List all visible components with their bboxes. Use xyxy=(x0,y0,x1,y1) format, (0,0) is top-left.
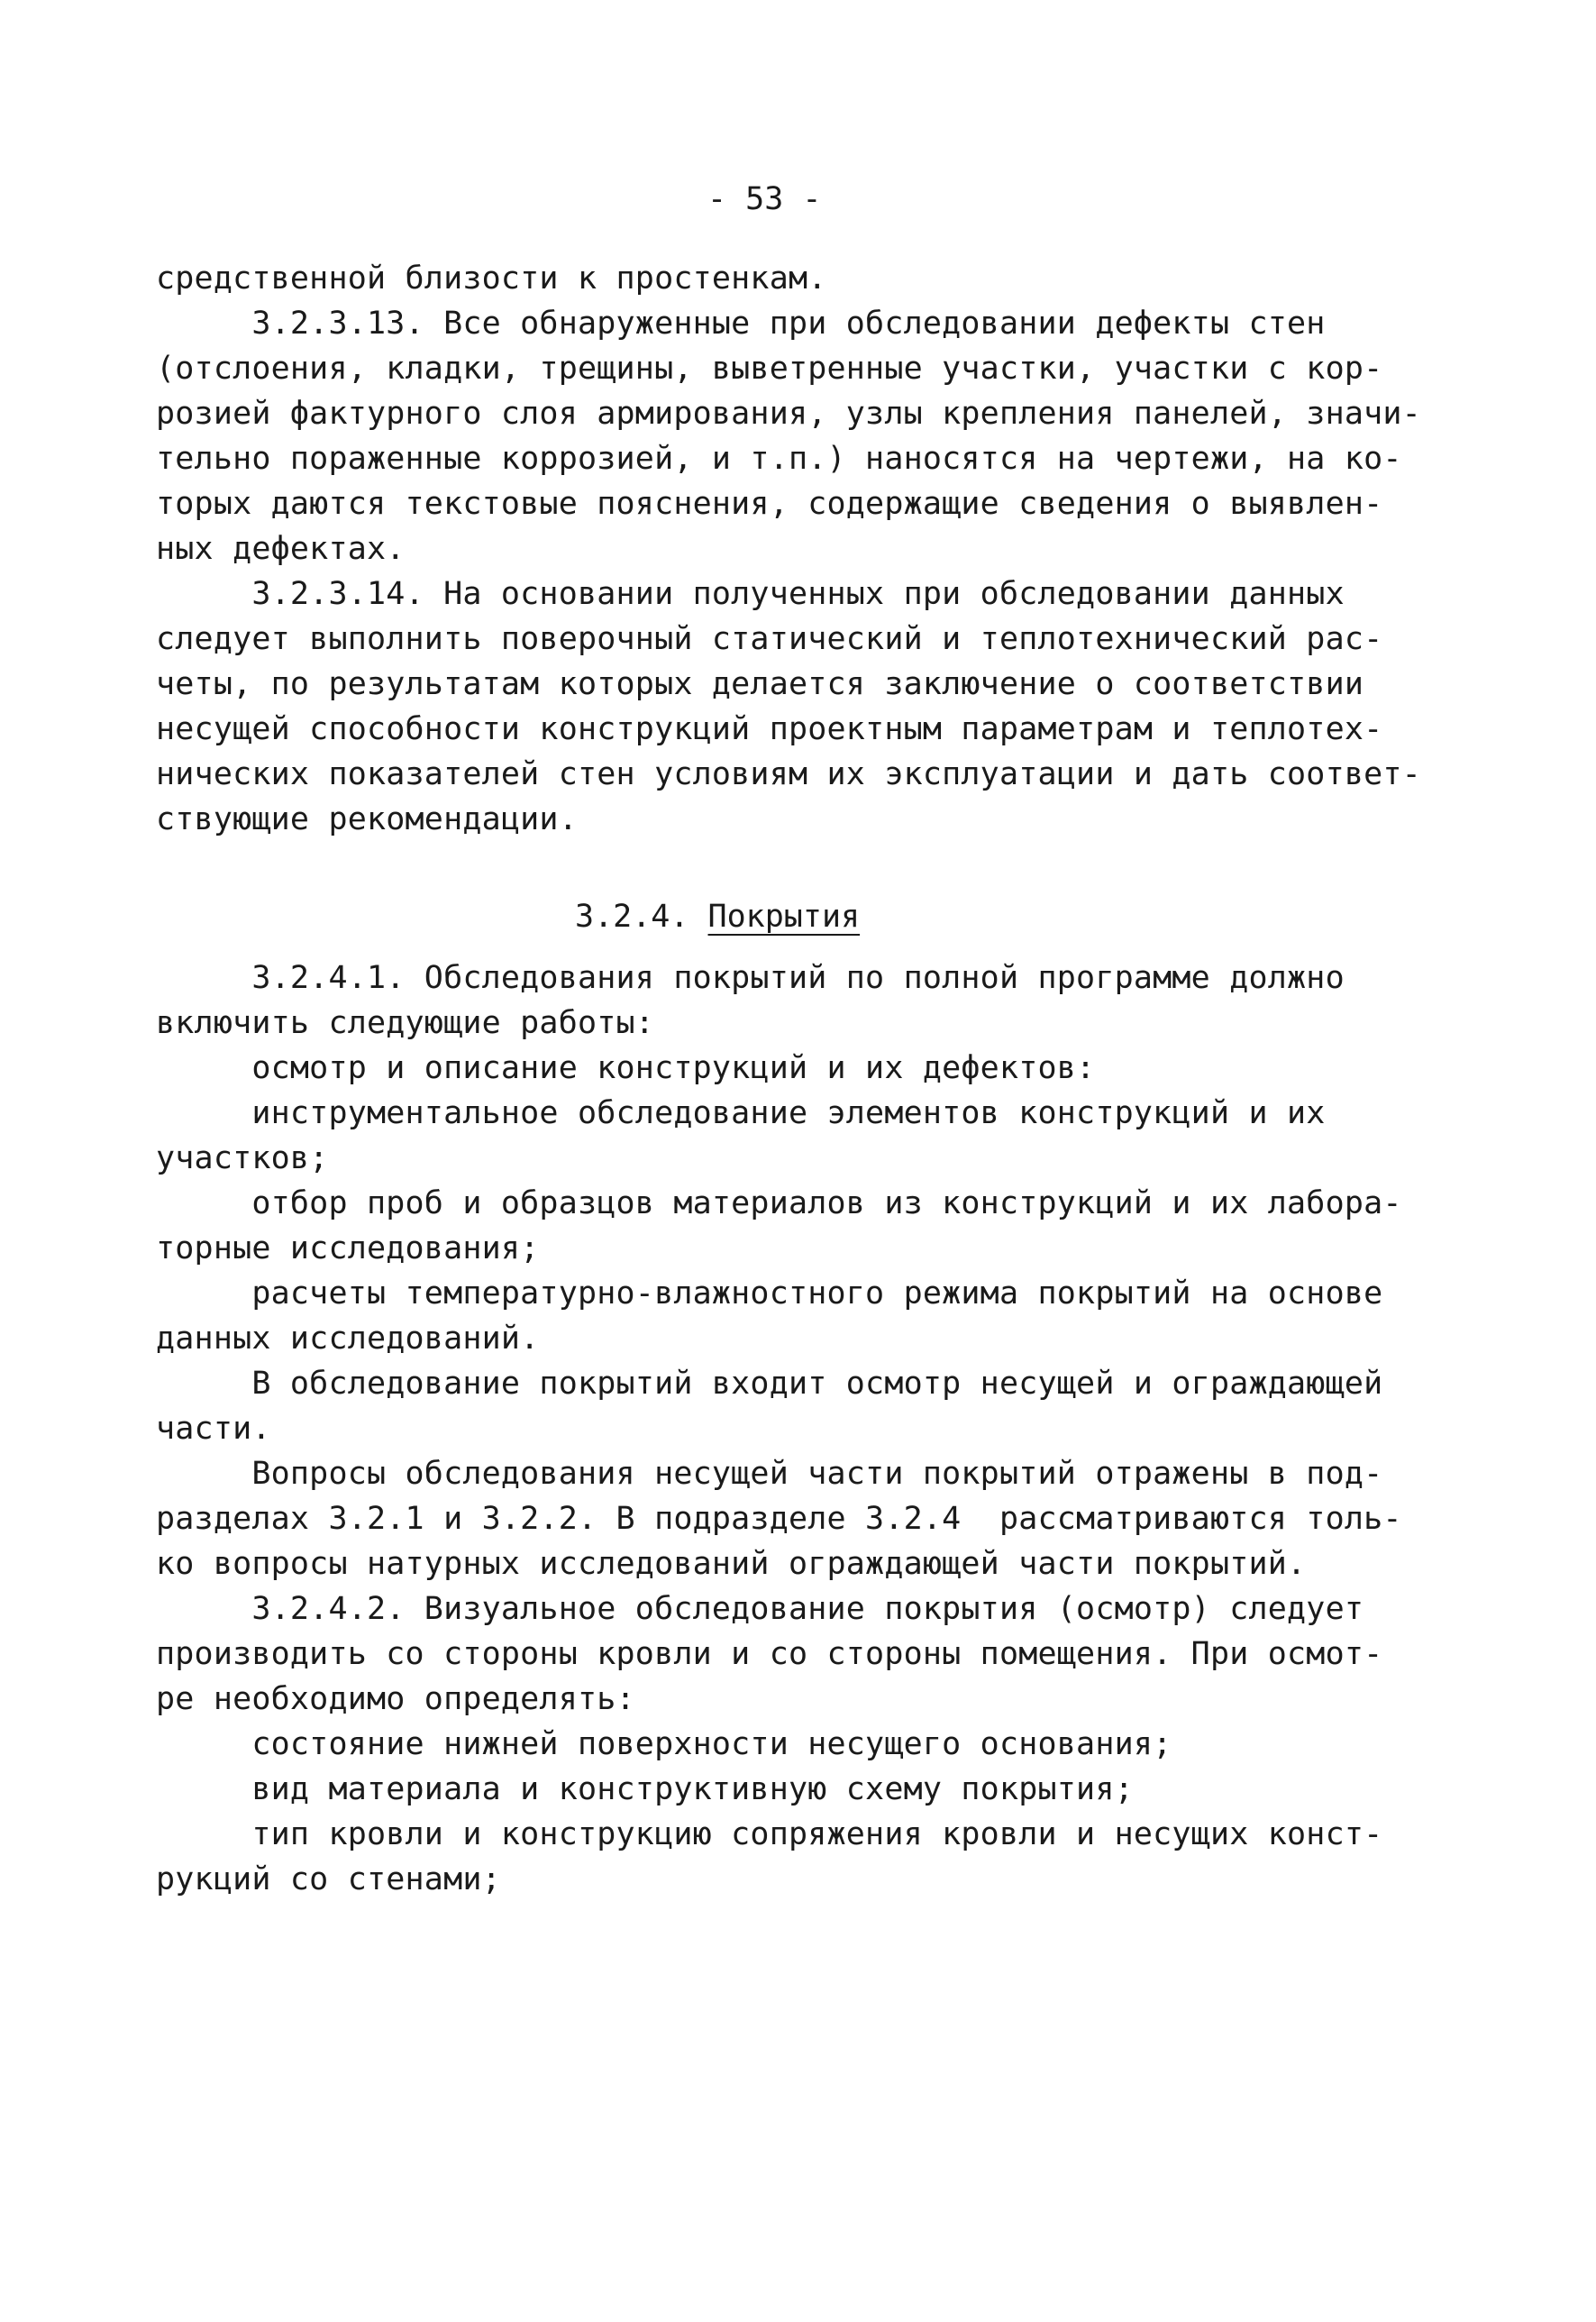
text-line: вид материала и конструктивную схему покрытия; xyxy=(156,1771,1134,1807)
text-line: производить со стороны кровли и со стороны помещения. При осмот- xyxy=(156,1636,1383,1672)
page-number: - 53 - xyxy=(707,181,822,217)
text-line: разделах 3.2.1 и 3.2.2. В подразделе 3.2.4 рассматриваются толь- xyxy=(156,1501,1402,1537)
text-line: 3.2.3.14. На основании полученных при обследовании данных xyxy=(156,576,1345,612)
text-line: расчеты температурно-влажностного режима покрытий на основе xyxy=(156,1275,1383,1312)
section-title: Покрытия xyxy=(707,899,861,935)
text-line: ствующие рекомендации. xyxy=(156,801,578,837)
section-number: 3.2.4. xyxy=(575,899,689,935)
text-line: ных дефектах. xyxy=(156,531,406,567)
text-line: следует выполнить поверочный статический и теплотехнический рас- xyxy=(156,621,1383,657)
text-line: данных исследований. xyxy=(156,1321,540,1357)
text-line: участков; xyxy=(156,1140,329,1176)
text-line: рукций со стенами; xyxy=(156,1861,501,1897)
text-line: осмотр и описание конструкций и их дефектов: xyxy=(156,1050,1096,1086)
text-line: торные исследования; xyxy=(156,1230,540,1266)
text-line: включить следующие работы: xyxy=(156,1005,655,1041)
text-line: торых даются текстовые пояснения, содержащие сведения о выявлен- xyxy=(156,486,1383,522)
text-line: четы, по результатам которых делается заключение о соответствии xyxy=(156,666,1364,702)
text-line: средственной близости к простенкам. xyxy=(156,261,827,297)
text-line: ко вопросы натурных исследований ограждающей части покрытий. xyxy=(156,1546,1307,1582)
text-line: тип кровли и конструкцию сопряжения кровли и несущих конст- xyxy=(156,1816,1383,1852)
text-line: 3.2.3.13. Все обнаруженные при обследовании дефекты стен xyxy=(156,306,1326,342)
text-line: ре необходимо определять: xyxy=(156,1681,635,1717)
text-line: нических показателей стен условиям их эксплуатации и дать соответ- xyxy=(156,756,1421,792)
text-line: тельно пораженные коррозией, и т.п.) наносятся на чертежи, на ко- xyxy=(156,441,1402,477)
text-line: 3.2.4.1. Обследования покрытий по полной программе должно xyxy=(156,960,1345,996)
text-line: несущей способности конструкций проектным параметрам и теплотех- xyxy=(156,711,1383,747)
text-line: части. xyxy=(156,1411,271,1447)
text-line: (отслоения, кладки, трещины, выветренные участки, участки с кор- xyxy=(156,351,1383,387)
text-line: В обследование покрытий входит осмотр несущей и ограждающей xyxy=(156,1366,1383,1402)
text-line: розией фактурного слоя армирования, узлы крепления панелей, значи- xyxy=(156,396,1421,432)
text-line: инструментальное обследование элементов конструкций и их xyxy=(156,1095,1326,1131)
text-line: отбор проб и образцов материалов из конструкций и их лабора- xyxy=(156,1185,1402,1221)
text-line: состояние нижней поверхности несущего основания; xyxy=(156,1726,1172,1762)
text-line: Вопросы обследования несущей части покрытий отражены в под- xyxy=(156,1456,1383,1492)
text-line: 3.2.4.2. Визуальное обследование покрытия (осмотр) следует xyxy=(156,1591,1364,1627)
section-heading xyxy=(575,894,860,939)
